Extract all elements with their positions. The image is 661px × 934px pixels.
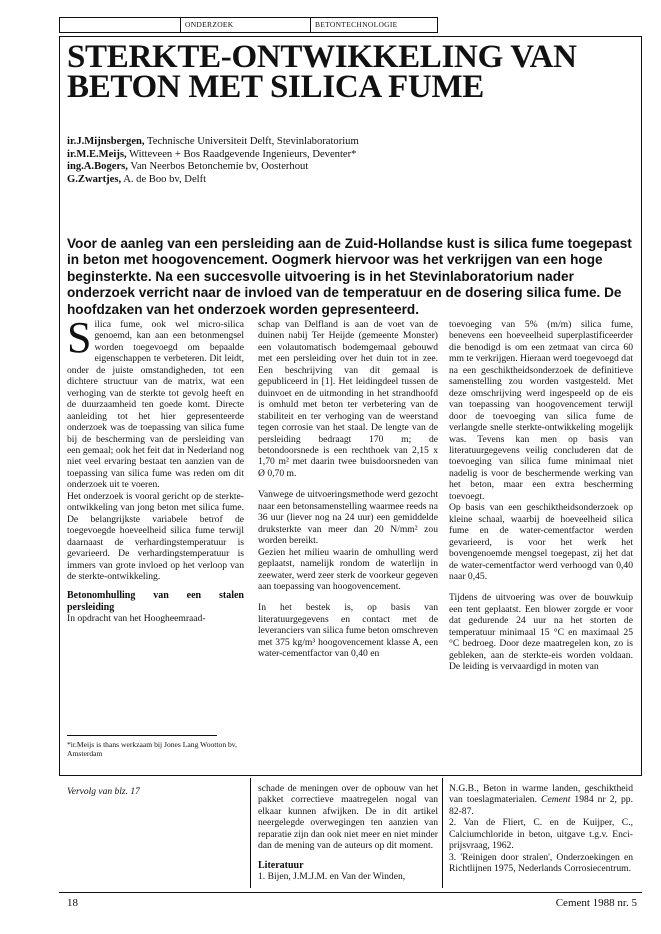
paragraph: In opdracht van het Hoogheemraad-: [67, 613, 206, 625]
paragraph: Vanwege de uitvoeringsmethode werd gezocht naar een betonsamenstelling waarmee reeds na 36 uur (liever nog na 24 uur) een gemiddelde druksterkte van meer dan 20 N/mm² zou worden bereikt.: [258, 489, 438, 547]
continued-column-3: [449, 783, 633, 875]
reference-item: 3. 'Reinigen door stralen', Onderzoekingen en Richtlijnen 1975, Nederlands Corrosiecentrum.: [449, 851, 633, 875]
reference-item: N.G.B., Beton in warme landen, geschiktheid van toeslagmaterialen. Cement 1984 nr 2, pp. 82-87.: [449, 783, 633, 817]
frame-right-rule: [641, 36, 642, 776]
footnote: *ir.Meijs is thans werkzaam bij Jones Lang Wootton bv, Amsterdam: [67, 740, 238, 758]
author-affiliation: Technische Universiteit Delft, Stevinlaboratorium: [144, 136, 359, 147]
author-line: [67, 161, 627, 174]
journal-issue: Cement 1988 nr. 5: [555, 897, 637, 909]
section-tabs: [59, 17, 438, 33]
column-divider: [250, 778, 251, 888]
author-line: [67, 149, 627, 162]
page-number: 18: [67, 897, 78, 909]
paragraph: schap van Delfland is aan de voet van de duinen nabij Ter Heijde (gemeente Monster) een volautomatisch bodemgemaal gebouwd met een persleiding over het duin tot in zee. Een beschrijving van dit gemaal is gepubliceerd in [1]. Het leidingdeel tussen de duinvoet en de uitmonding in het strandhoofd is omhuld met beton ter verbetering van de stabiliteit en ter verhoging van de weerstand tegen corrosie van het staal. De lengte van de persleiding bedraagt 170 m; de betondoorsnede is een rechthoek van 2,15 x 1,70 m² met daarin twee buisdoorsneden van Ø 0,70 m.: [258, 319, 438, 479]
footnote-rule: [67, 735, 217, 736]
author-line: [67, 174, 627, 187]
frame-bottom-rule: [59, 775, 642, 776]
paragraph: Tijdens de uitvoering was over de bouwkuip een tent geplaatst. Een blower zorgde er voor dat gedurende 24 uur na het storten de temperatuur minimaal 15 °C en maximaal 25 °C bedroeg. Door deze maatregelen kon, zo is gebleken, aan de sterkte-eis worden voldaan. De leiding is vervaardigd in moten van: [449, 592, 633, 673]
body-column-2: [258, 319, 438, 660]
author-name: ir.J.Mijnsbergen,: [67, 136, 145, 147]
author-affiliation: Witteveen + Bos Raadgevende Ingenieurs, Deventer*: [126, 148, 357, 160]
paragraph: toevoeging van 5% (m/m) silica fume, benevens een hoeveelheid superplastificeerder die benodigd is om een zetmaat van circa 60 mm te verkrijgen. Hieraan werd toegevoegd dat na een geschiktheidsonderzoek de definitieve samenstelling zou worden vastgesteld. Met deze omschrijving werd ingespeeld op de eis van toepassing van hoogovencement terwijl door de toevoeging van silica fume de verlangde snelle sterkte-ontwikkeling mogelijk was. Tevens kan men op basis van literatuurgegevens veilig concluderen dat de toevoeging van silica fume minimaal niet nadelig is voor de beschermende werking van het beton, maar een extra bescherming toevoegt.: [449, 319, 633, 502]
author-list: [67, 136, 627, 186]
author-name: G.Zwartjes,: [67, 173, 122, 185]
body-column-1: [67, 313, 244, 625]
paragraph: Gezien het milieu waarin de omhulling werd geplaatst, namelijk rondom de waterlijn in zeewater, werd zeer sterk de voorkeur gegeven aan toepassing van hoogovencement.: [258, 546, 438, 592]
author-name: ing.A.Bogers,: [67, 161, 128, 173]
paragraph: Het onderzoek is vooral gericht op de sterkte-ontwikkeling van jong beton met silica fume. De belangrijkste variabele betrof de toegevoegde hoeveelheid silica fume terwijl daarnaast de verhardingstemperatuur is gevarieerd. De verhardingstemperatuur is immers van grote invloed op het verloop van de sterkte-ontwikkeling.: [67, 490, 244, 582]
reference-item: 1. Bijen, J.M.J.M. en Van der Winden,: [258, 871, 406, 883]
footer-rule: [59, 892, 642, 893]
author-affiliation: Van Neerbos Betonchemie bv, Oosterhout: [127, 161, 309, 173]
body-column-3: [449, 319, 633, 673]
continued-from-label: Vervolg van blz. 17: [67, 787, 140, 797]
tab-betontechnologie: BETONTECHNOLOGIE: [310, 18, 437, 32]
author-line: [67, 136, 627, 149]
author-affiliation: A. de Boo bv, Delft: [121, 173, 207, 185]
references-heading: Literatuur: [258, 859, 304, 871]
drop-cap: S: [67, 313, 92, 362]
lead-paragraph: Voor de aanleg van een persleiding aan de Zuid-Hollandse kust is silica fume toegepast in beton met hoogovencement. Oogmerk hiervoor was het verkrijgen van een hoge beginsterkte. Na een succesvolle uitvoering is in het Stevinlaboratorium nader onderzoek verricht naar de invloed van de temperatuur en de dosering silica fume. De hoofdzaken van het onderzoek worden gepresenteerd.: [67, 236, 632, 317]
paragraph: Silica fume, ook wel micro-silica genoemd, kan aan een betonmengsel worden toegevoegd om bepaalde eigenschappen te verbeteren. Dit leidt, onder de juiste omstandigheden, tot een dichtere structuur van de matrix, wat een verhoging van de sterkte tot gevolg heeft en de duurzaamheid ten goede komt. Directe aanleiding tot het hier gepresenteerde onderzoek was de toepassing van silica fume bij de bescherming van de persleiding van een gemaal; ook het feit dat in Nederland nog niet veel ervaring bestaat ten aanzien van de toepassing van silica fume was reden om dit onderzoek uit te voeren.: [67, 313, 244, 491]
paragraph: schade de meningen over de opbouw van het pakket correctieve maatregelen nogal van elkaar kunnen afwijken. De in dit artikel neergelegde overwegingen ten aanzien van reparatie zijn dan ook niet meer en niet minder dan de mening van de auteurs op dit moment.: [258, 783, 438, 852]
paragraph: In het bestek is, op basis van literatuurgegevens en contact met de leveranciers van silica fume beton omschreven met 375 kg/m³ hoogovencement klasse A, een water-cementfactor van 0,40 en: [258, 602, 438, 660]
frame-top-rule: [59, 36, 642, 37]
section-heading: Betonomhulling van een stalen persleiding: [67, 590, 244, 613]
continued-column-2: [258, 783, 438, 883]
paragraph: Op basis van een geschiktheidsonderzoek op kleine schaal, waarbij de hoeveelheid silica fume en de water-cementfactor werden gevarieerd, is voor het werk het bovengenoemde mengsel toegepast, zij het dat de water-cementfactor werd verhoogd van 0,40 naar 0,45.: [449, 502, 633, 582]
frame-left-rule: [59, 36, 60, 776]
author-name: ir.M.E.Meijs,: [67, 148, 127, 160]
reference-item: 2. Van de Fliert, C. en de Kuijper, C., Calciumchloride in beton, uitgave t.g.v. Enci-prijsvraag, 1962.: [449, 817, 633, 852]
column-divider: [442, 778, 443, 888]
tab-onderzoek: ONDERZOEK: [180, 18, 310, 32]
article-title: STERKTE-ONTWIKKELING VAN BETON MET SILICA FUME: [67, 39, 577, 105]
